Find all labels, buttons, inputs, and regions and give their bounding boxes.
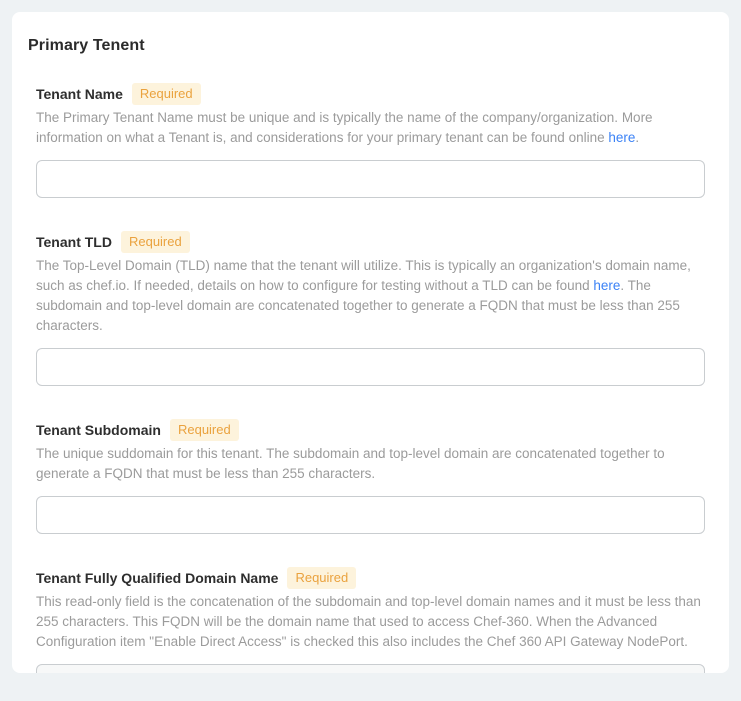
description-text-after: . The subdomain and top-level domain are concatenated together to generate a FQDN that must be less than 255 characters. [36,278,680,333]
required-badge: Required [132,83,201,105]
tenant-tld-description [36,256,705,336]
field-tenant-subdomain [36,419,705,534]
tenant-fqdn-description [36,592,705,652]
required-badge: Required [170,419,239,441]
description-text: The Primary Tenant Name must be unique and is typically the name of the company/organization. More information on what a Tenant is, and considerations for your primary tenant can be found online [36,110,653,145]
field-tenant-name [36,83,705,198]
description-text: This read-only field is the concatenation of the subdomain and top-level domain names and it must be less than 255 characters. This FQDN will be the domain name that used to access Chef-360. When the Advanced Configuration item "Enable Direct Access" is checked this also includes the Chef 360 API Gateway NodePort. [36,594,701,649]
primary-tenant-card [12,12,729,673]
here-link[interactable]: here [593,278,621,293]
tenant-name-label: Tenant Name [36,85,123,102]
description-text-after: . [635,130,640,145]
tenant-tld-label: Tenant TLD [36,233,112,250]
field-label-row [36,419,705,441]
tenant-subdomain-label: Tenant Subdomain [36,421,161,438]
here-link[interactable]: here [608,130,636,145]
field-label-row [36,83,705,105]
field-label-row [36,567,705,589]
tenant-name-description [36,108,705,148]
page-title: Primary Tenent [28,37,145,54]
field-tenant-tld [36,231,705,386]
description-text: The Top-Level Domain (TLD) name that the tenant will utilize. This is typically an organization's domain name, such as chef.io. If needed, details on how to configure for testing without a TLD can be found [36,258,691,293]
required-badge: Required [287,567,356,589]
tenant-subdomain-description [36,444,705,484]
field-label-row [36,231,705,253]
tenant-tld-input[interactable] [36,348,705,386]
field-tenant-fqdn [36,567,705,673]
tenant-fqdn-label: Tenant Fully Qualified Domain Name [36,569,279,586]
form-fields [28,83,705,673]
required-badge: Required [121,231,190,253]
tenant-fqdn-input [36,664,705,673]
tenant-subdomain-input[interactable] [36,496,705,534]
description-text: The unique suddomain for this tenant. The subdomain and top-level domain are concatenated together to generate a FQDN that must be less than 255 characters. [36,446,665,481]
tenant-name-input[interactable] [36,160,705,198]
